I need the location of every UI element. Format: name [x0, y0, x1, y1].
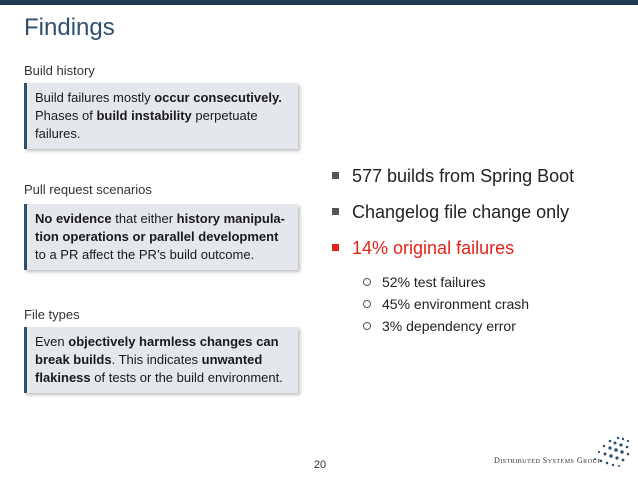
logo-text: Distributed Systems Group — [494, 456, 602, 465]
body-text: that either — [111, 211, 177, 226]
emphasis-text: occur consecutively. — [154, 90, 282, 105]
body-text: . This indicates — [111, 352, 202, 367]
section-label-pull-requests: Pull request scenarios — [24, 182, 152, 197]
sub-bullet-item — [330, 315, 620, 337]
emphasis-text: build instability — [96, 108, 192, 123]
sub-bullet-item — [330, 271, 620, 293]
sub-bullet-text: 45% environment crash — [382, 296, 530, 312]
square-bullet-icon — [332, 244, 339, 251]
bullet-list — [330, 163, 620, 337]
bullet-item — [330, 163, 620, 199]
circle-bullet-icon — [363, 278, 371, 286]
emphasis-text: No evidence — [35, 211, 112, 226]
body-text: Build failures mostly — [35, 90, 155, 105]
bullet-text: 577 builds from Spring Boot — [352, 166, 575, 186]
bullet-item — [330, 199, 620, 235]
sub-bullet-text: 52% test failures — [382, 274, 486, 290]
section-label-file-types: File types — [24, 307, 80, 322]
bullet-text: Changelog file change only — [352, 202, 570, 222]
body-text: Even — [35, 334, 69, 349]
square-bullet-icon — [332, 208, 339, 215]
body-text: Phases of — [35, 108, 97, 123]
top-bar — [0, 0, 638, 5]
page-number: 20 — [313, 459, 327, 471]
square-bullet-icon — [332, 172, 339, 179]
circle-bullet-icon — [363, 322, 371, 330]
body-text: of tests or the build environment. — [90, 370, 283, 385]
bullet-item-highlight — [330, 235, 620, 271]
sub-bullet-text: 3% dependency error — [382, 318, 516, 334]
section-label-build-history: Build history — [24, 63, 95, 78]
circle-bullet-icon — [363, 300, 371, 308]
bullet-text: 14% original failures — [352, 238, 515, 258]
body-text: perpetuate failures. — [35, 108, 258, 141]
emphasis-text: unwanted flakiness — [35, 352, 263, 385]
body-text: to a PR affect the PR’s build outcome. — [35, 247, 255, 262]
emphasis-text: history manipula-tion operations or parallel development — [35, 211, 285, 244]
slide-title: Findings — [24, 14, 115, 41]
finding-box-pull-requests — [24, 204, 298, 270]
emphasis-text: objectively harmless changes can break builds — [35, 334, 279, 367]
sub-bullet-item — [330, 293, 620, 315]
finding-box-file-types — [24, 327, 298, 393]
finding-box-build-history — [24, 83, 298, 149]
